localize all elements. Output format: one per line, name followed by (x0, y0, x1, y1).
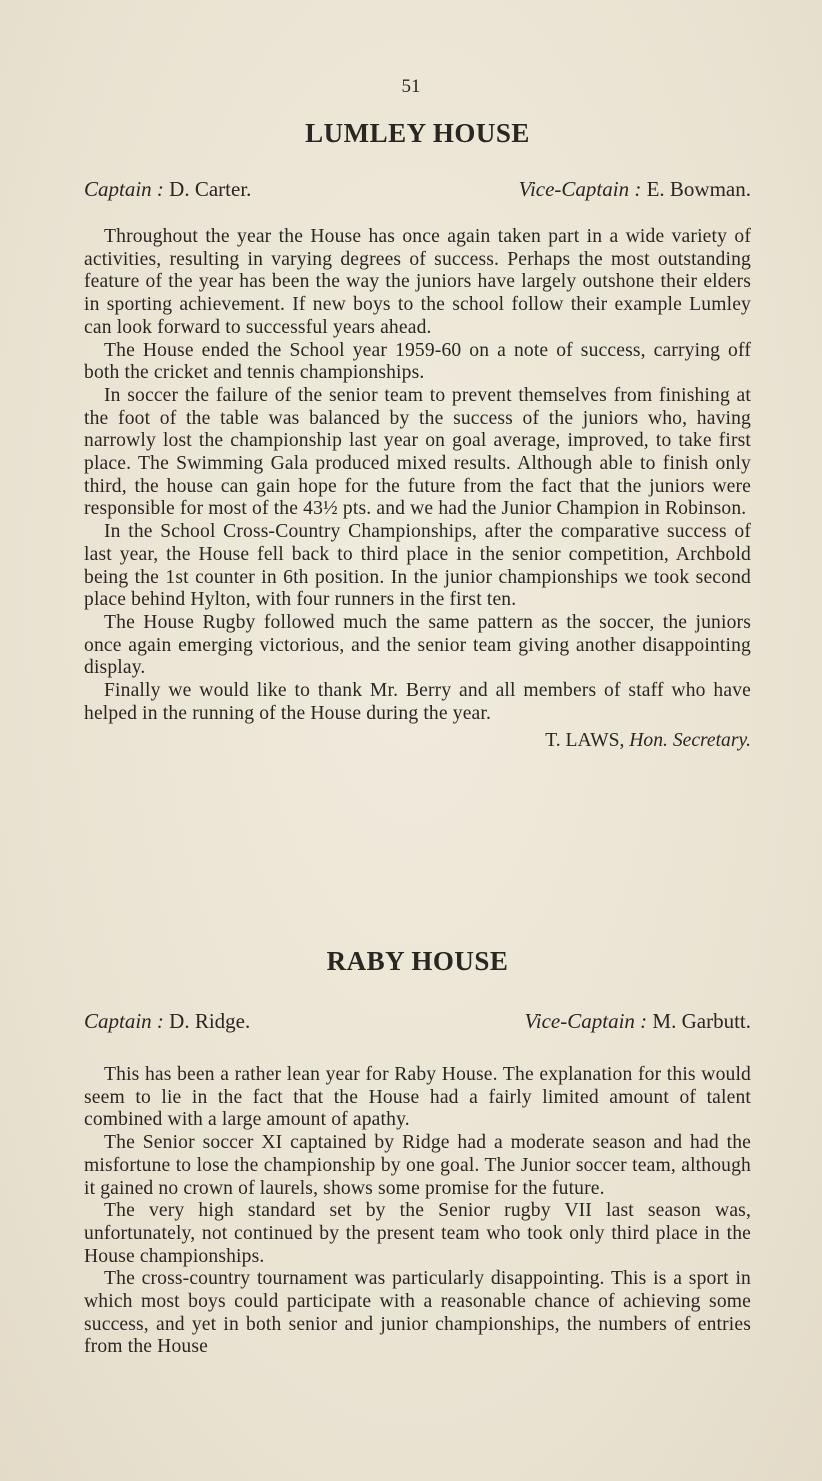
paragraph: The very high standard set by the Senior rugby VII last season was, unfortunately, not continued by the present team who took only third place in the House championships. (84, 1200, 751, 1267)
captain-role-label: Captain : (84, 1009, 164, 1033)
raby-captain (84, 1007, 250, 1035)
paragraph: Finally we would like to thank Mr. Berry and all members of staff who have helped in the running of the House during the year. (84, 680, 751, 724)
lumley-house-heading: LUMLEY HOUSE (305, 118, 530, 148)
vice-captain-name: M. Garbutt. (652, 1009, 751, 1033)
lumley-vice-captain (519, 175, 751, 203)
lumley-report-body (84, 226, 751, 725)
paragraph: In the School Cross-Country Championships, after the comparative success of last year, the House fell back to third place in the senior competition, Archbold being the 1st counter in 6th position. In the junior championships we took second place behind Hylton, with four runners in the first ten. (84, 521, 751, 611)
vice-captain-name: E. Bowman. (646, 177, 751, 201)
captain-name: D. Carter. (169, 177, 252, 201)
paragraph: The House ended the School year 1959-60 on a note of success, carrying off both the cricket and tennis championships. (84, 339, 751, 384)
paragraph: Throughout the year the House has once again taken part in a wide variety of activities, resulting in varying degrees of success. Perhaps the most outstanding feature of the year has been the way the juniors have largely outshone their elders in sporting achievement. If new boys to the school follow their example Lumley can look forward to successful years ahead. (84, 226, 751, 338)
lumley-captain (84, 175, 251, 203)
raby-report-body (84, 1064, 751, 1359)
vice-captain-role-label: Vice-Captain : (524, 1009, 648, 1033)
paragraph: The Senior soccer XI captained by Ridge had a moderate season and had the misfortune to lose the championship by one goal. The Junior soccer team, although it gained no crown of laurels, shows some promise for the future. (84, 1132, 751, 1199)
raby-officers (84, 1007, 751, 1035)
vice-captain-role-label: Vice-Captain : (518, 177, 642, 201)
paragraph: In soccer the failure of the senior team to prevent themselves from finishing at the foot of the table was balanced by the success of the juniors who, having narrowly lost the championship last year on goal average, improved, to take first place. The Swimming Gala produced mixed results. Although able to finish only third, the house can gain hope for the future from the fact that the juniors were responsible for most of the 43½ pts. and we had the Junior Champion in Robinson. (84, 384, 751, 520)
page-number: 51 (401, 76, 421, 97)
paragraph: This has been a rather lean year for Raby House. The explanation for this would seem to lie in the fact that the House had a fairly limited amount of talent combined with a large amount of apathy. (84, 1064, 751, 1131)
captain-role-label: Captain : (84, 177, 164, 201)
raby-house-heading: RABY HOUSE (326, 946, 509, 976)
raby-vice-captain (525, 1007, 752, 1035)
signature-name: T. LAWS, (545, 730, 625, 752)
raby-house-section (84, 944, 751, 1359)
paragraph: The cross-country tournament was particularly disappointing. This is a sport in which most boys could participate with a reasonable chance of achieving some success, and yet in both senior and junior championships, the numbers of entries from the House (84, 1268, 751, 1358)
paragraph: The House Rugby followed much the same pattern as the soccer, the juniors once again emerging victorious, and the senior team giving another disappointing display. (84, 611, 751, 679)
lumley-signature (84, 729, 751, 753)
captain-name: D. Ridge. (169, 1009, 251, 1033)
lumley-officers (84, 175, 751, 203)
signature-title: Hon. Secretary. (629, 730, 751, 752)
lumley-house-section (84, 116, 751, 753)
